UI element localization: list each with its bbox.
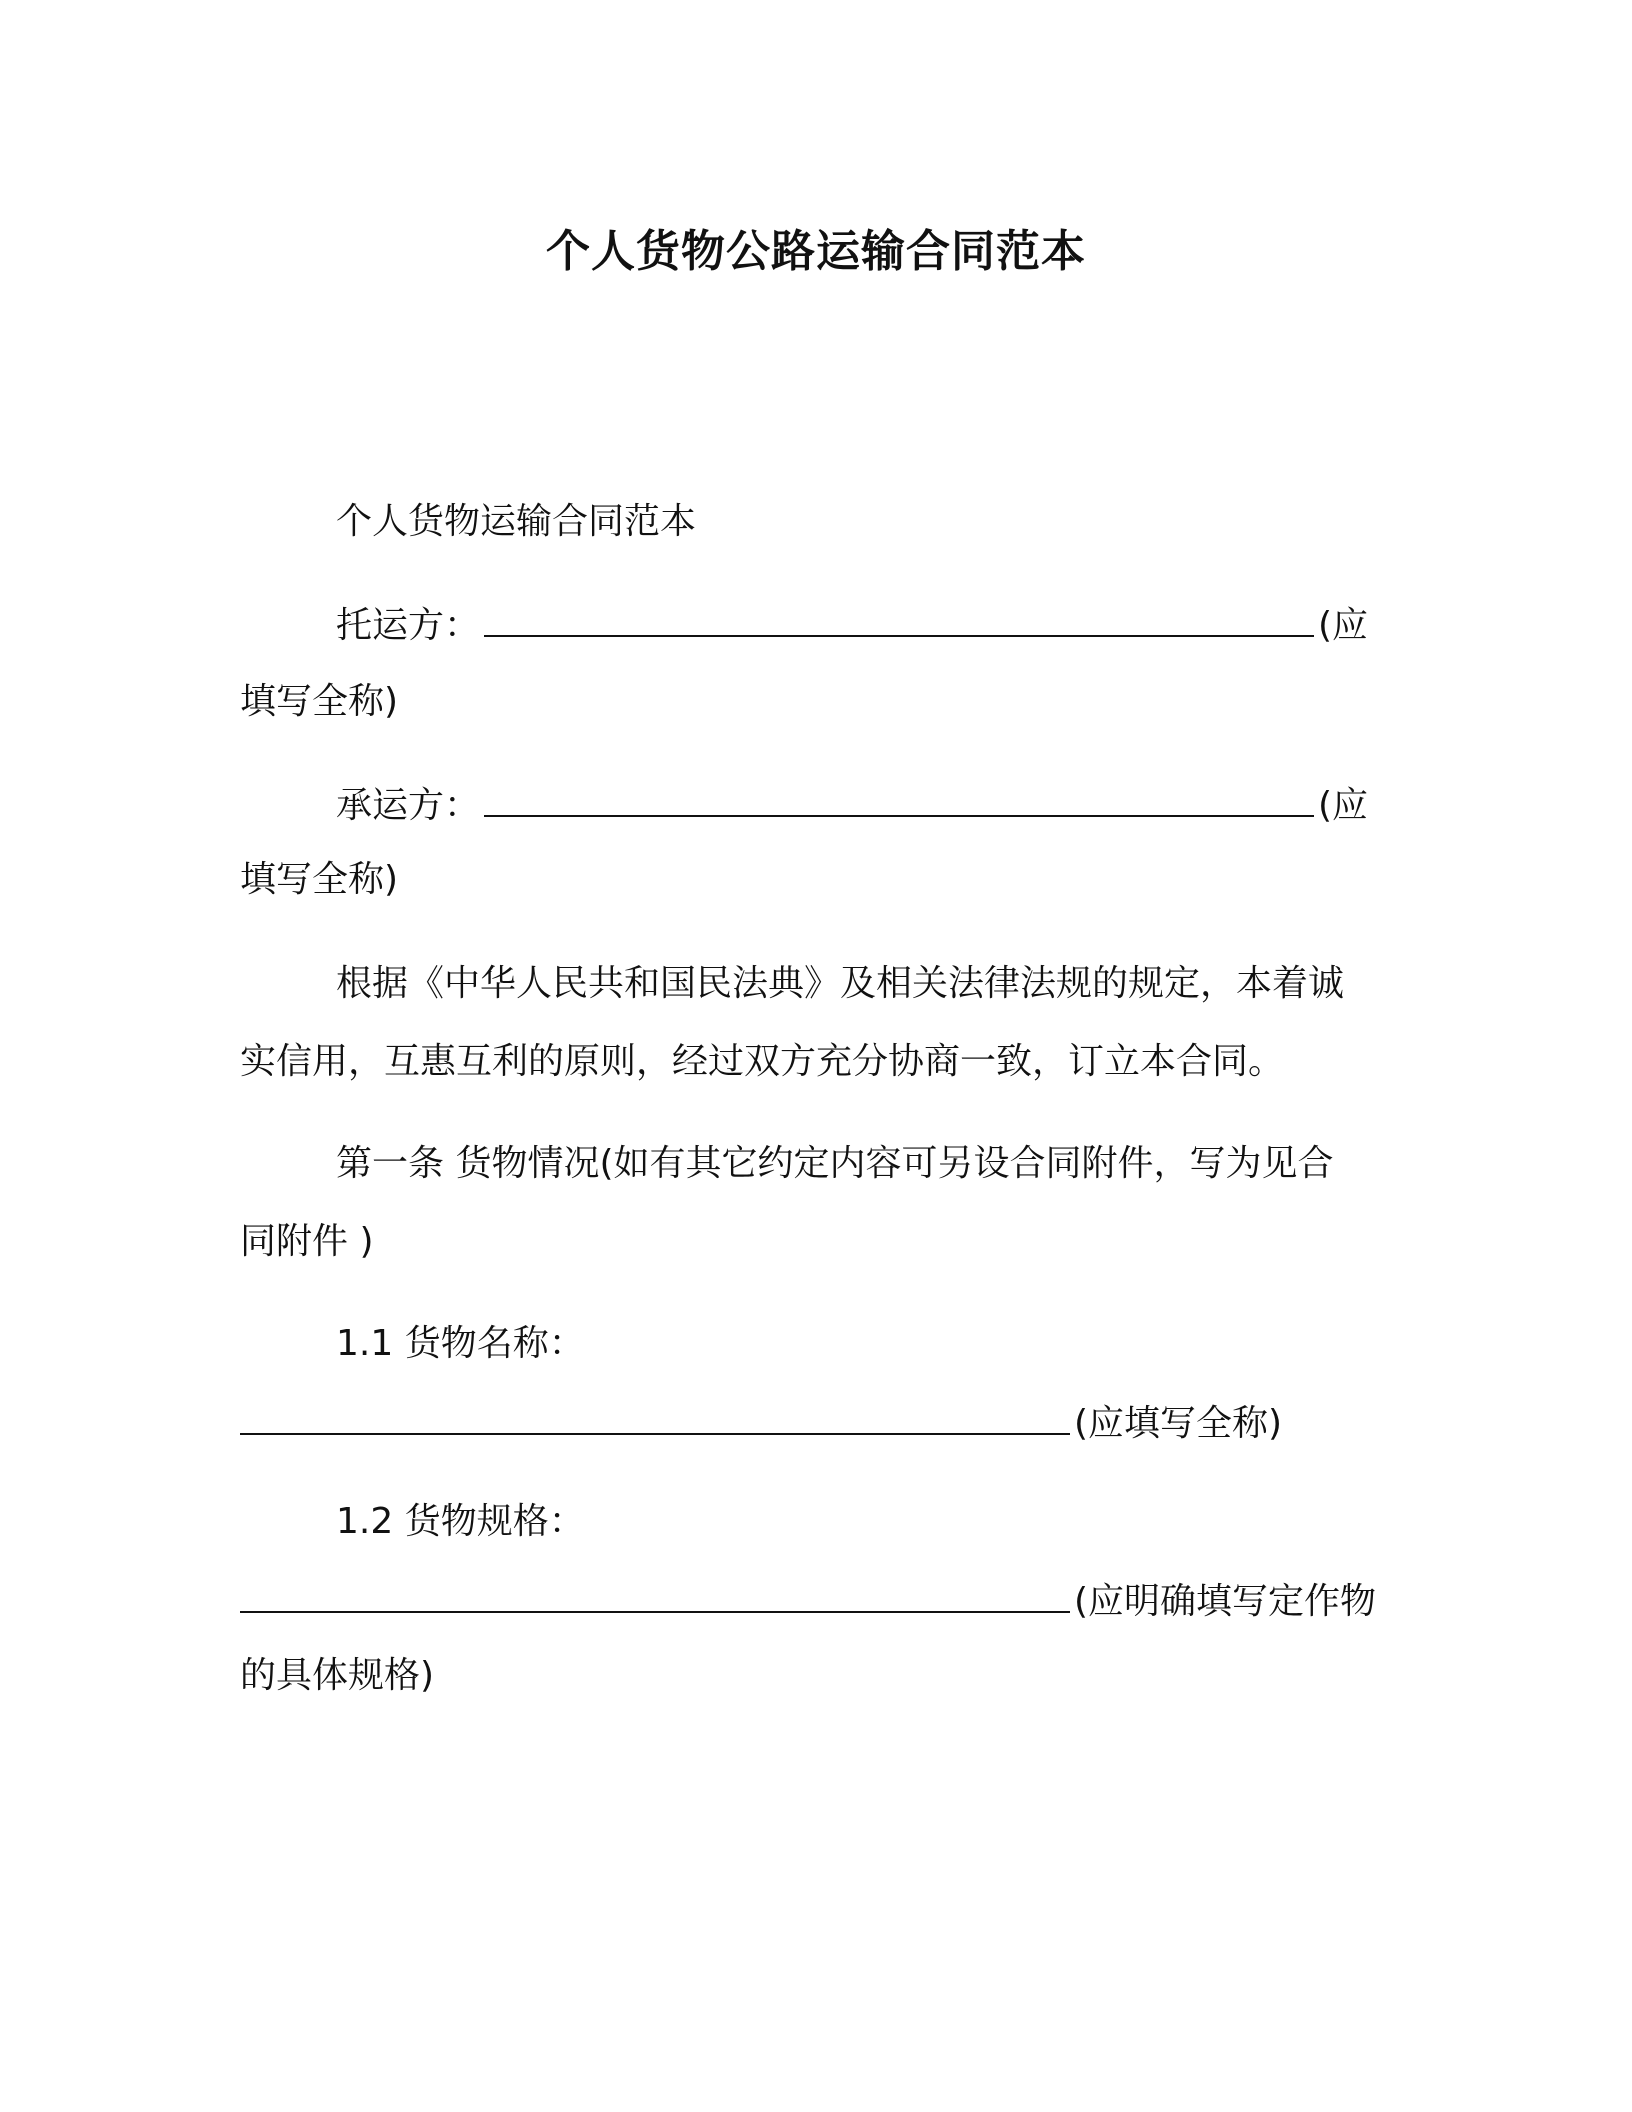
contract-subtitle: 个人货物运输合同范本 (336, 501, 697, 542)
carrier-note: (应 (1318, 785, 1369, 826)
item-1-1-label: 1.1 货物名称： (336, 1323, 585, 1364)
item-1-1-note: (应填写全称) (1074, 1403, 1283, 1444)
shipper-label: 托运方： (336, 605, 481, 646)
shipper-line (336, 600, 1368, 652)
preamble-line-2: 实信用，互惠互利的原则，经过双方充分协商一致，订立本合同。 (240, 1041, 1285, 1082)
preamble-line-1: 根据《中华人民共和国民法典》及相关法律法规的规定，本着诚 (336, 963, 1345, 1004)
item-1-2-note-continued: 的具体规格) (240, 1655, 435, 1696)
item-1-1-line (240, 1398, 1282, 1450)
item-1-1-blank (240, 1431, 1070, 1435)
carrier-line (336, 780, 1368, 832)
item-1-2-blank (240, 1609, 1070, 1613)
article-1-heading: 第一条 货物情况(如有其它约定内容可另设合同附件，写为见合 (336, 1143, 1334, 1184)
item-1-2-note: (应明确填写定作物 (1074, 1581, 1377, 1622)
carrier-blank (484, 813, 1314, 817)
carrier-note-continued: 填写全称) (240, 859, 399, 900)
item-1-2-line (240, 1576, 1376, 1628)
carrier-label: 承运方： (336, 785, 481, 826)
shipper-blank (484, 633, 1314, 637)
shipper-note: (应 (1318, 605, 1369, 646)
item-1-2-label: 1.2 货物规格： (336, 1501, 585, 1542)
shipper-note-continued: 填写全称) (240, 681, 399, 722)
document-title: 个人货物公路运输合同范本 (546, 226, 1086, 277)
article-1-heading-continued: 同附件 ) (240, 1221, 374, 1262)
